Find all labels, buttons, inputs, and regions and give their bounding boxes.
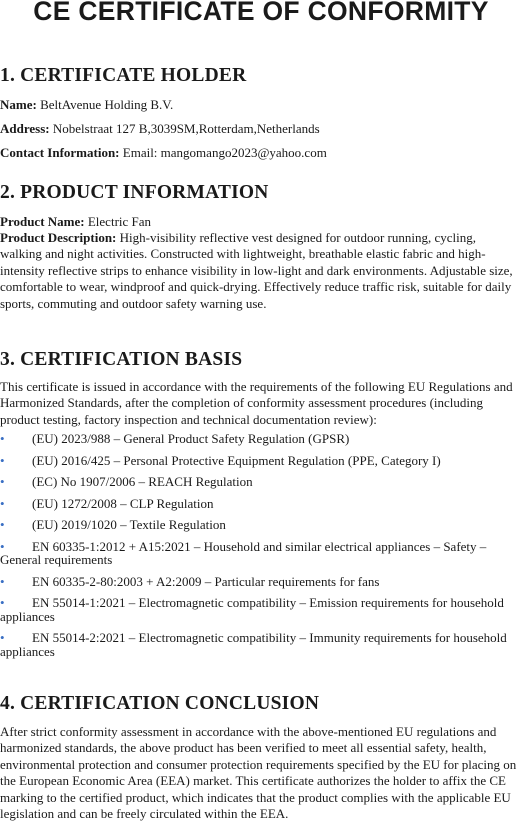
bullet-icon: • xyxy=(0,538,5,554)
product-description xyxy=(0,230,520,312)
product-information-section xyxy=(0,181,520,312)
product-name-label: Product Name: xyxy=(0,214,85,229)
basis-list-item-text: EN 60335-2-80:2003 + A2:2009 – Particular requirements for fans xyxy=(32,573,380,589)
basis-list-item xyxy=(0,631,520,658)
basis-list-item-text: (EU) 2023/988 – General Product Safety Regulation (GPSR) xyxy=(32,431,350,447)
basis-list-item xyxy=(0,497,520,511)
bullet-icon: • xyxy=(0,452,5,468)
bullet-icon: • xyxy=(0,573,5,589)
basis-list-item xyxy=(0,432,520,446)
basis-list-item-text: (EU) 2019/1020 – Textile Regulation xyxy=(32,517,226,533)
certification-basis-intro: This certificate is issued in accordance with the requirements of the following EU Regulations and Harmonized Standards, after the completion of conformity assessment procedures (including product testing, factory inspection and technical documentation review): xyxy=(0,379,513,427)
basis-list-item xyxy=(0,575,520,589)
bullet-icon: • xyxy=(0,474,5,490)
certification-conclusion-section xyxy=(0,692,520,822)
product-name-value: Electric Fan xyxy=(87,214,152,229)
bullet-icon: • xyxy=(0,517,5,533)
holder-address-value: Nobelstraat 127 B,3039SM,Rotterdam,Netherlands xyxy=(52,121,320,136)
certification-conclusion-text: After strict conformity assessment in accordance with the above-mentioned EU regulations and harmonized standards, the above product has been verified to meet all essential safety, health, environmental protection and consumer protection requirements specified by the EU for placing on the European Economic Area (EEA) market. This certificate authorizes the holder to affix the CE marking to the certified product, which indicates that the product complies with the applicable EU legislation and can be freely circulated within the EEA. xyxy=(0,724,517,822)
product-name-row xyxy=(0,214,520,230)
certification-basis-section xyxy=(0,348,520,658)
basis-list-item-text: EN 55014-2:2021 – Electromagnetic compatibility – Immunity requirements for household appliances xyxy=(0,630,507,659)
bullet-icon: • xyxy=(0,495,5,511)
bullet-icon: • xyxy=(0,431,5,447)
bullet-icon: • xyxy=(0,595,5,611)
basis-list-item-text: EN 60335-1:2012 + A15:2021 – Household and similar electrical appliances – Safety – General requirements xyxy=(0,538,487,568)
basis-list-item xyxy=(0,475,520,489)
product-description-value: High-visibility reflective vest designed for outdoor running, cycling, walking and night activities. Constructed with lightweight, breathable elastic fabric and high-intensity reflective strips to enhance visibility in low-light and dark environments. Adjustable size, comfortable to wear, windproof and quick-drying. Effectively reduce traffic risk, suitable for daily sports, commuting and outdoor safety warning use. xyxy=(0,230,513,311)
holder-address-row xyxy=(0,121,520,137)
document-title: CE CERTIFICATE OF CONFORMITY xyxy=(33,0,489,26)
certification-basis-list xyxy=(0,432,520,658)
certificate-holder-heading: 1. CERTIFICATE HOLDER xyxy=(0,65,247,86)
basis-list-item-text: EN 55014-1:2021 – Electromagnetic compatibility – Emission requirements for household appliances xyxy=(0,595,504,624)
product-description-label: Product Description: xyxy=(0,230,117,245)
holder-name-label: Name: xyxy=(0,97,37,112)
certification-conclusion-heading: 4. CERTIFICATION CONCLUSION xyxy=(0,693,320,714)
certificate-holder-section xyxy=(0,64,520,161)
holder-contact-label: Contact Information: xyxy=(0,145,120,160)
certification-basis-heading: 3. CERTIFICATION BASIS xyxy=(0,349,243,370)
basis-list-item xyxy=(0,454,520,468)
basis-list-item xyxy=(0,596,520,623)
basis-list-item-text: (EC) No 1907/2006 – REACH Regulation xyxy=(32,474,253,490)
holder-contact-row xyxy=(0,145,520,161)
holder-address-label: Address: xyxy=(0,121,50,136)
basis-list-item-text: (EU) 2016/425 – Personal Protective Equipment Regulation (PPE, Category I) xyxy=(32,452,441,468)
product-information-heading: 2. PRODUCT INFORMATION xyxy=(0,182,269,203)
holder-name-row xyxy=(0,97,520,113)
basis-list-item xyxy=(0,540,520,567)
holder-contact-value: Email: mangomango2023@yahoo.com xyxy=(122,145,327,160)
holder-name-value: BeltAvenue Holding B.V. xyxy=(40,97,174,112)
basis-list-item-text: (EU) 1272/2008 – CLP Regulation xyxy=(32,495,214,511)
basis-list-item xyxy=(0,518,520,532)
bullet-icon: • xyxy=(0,630,5,646)
